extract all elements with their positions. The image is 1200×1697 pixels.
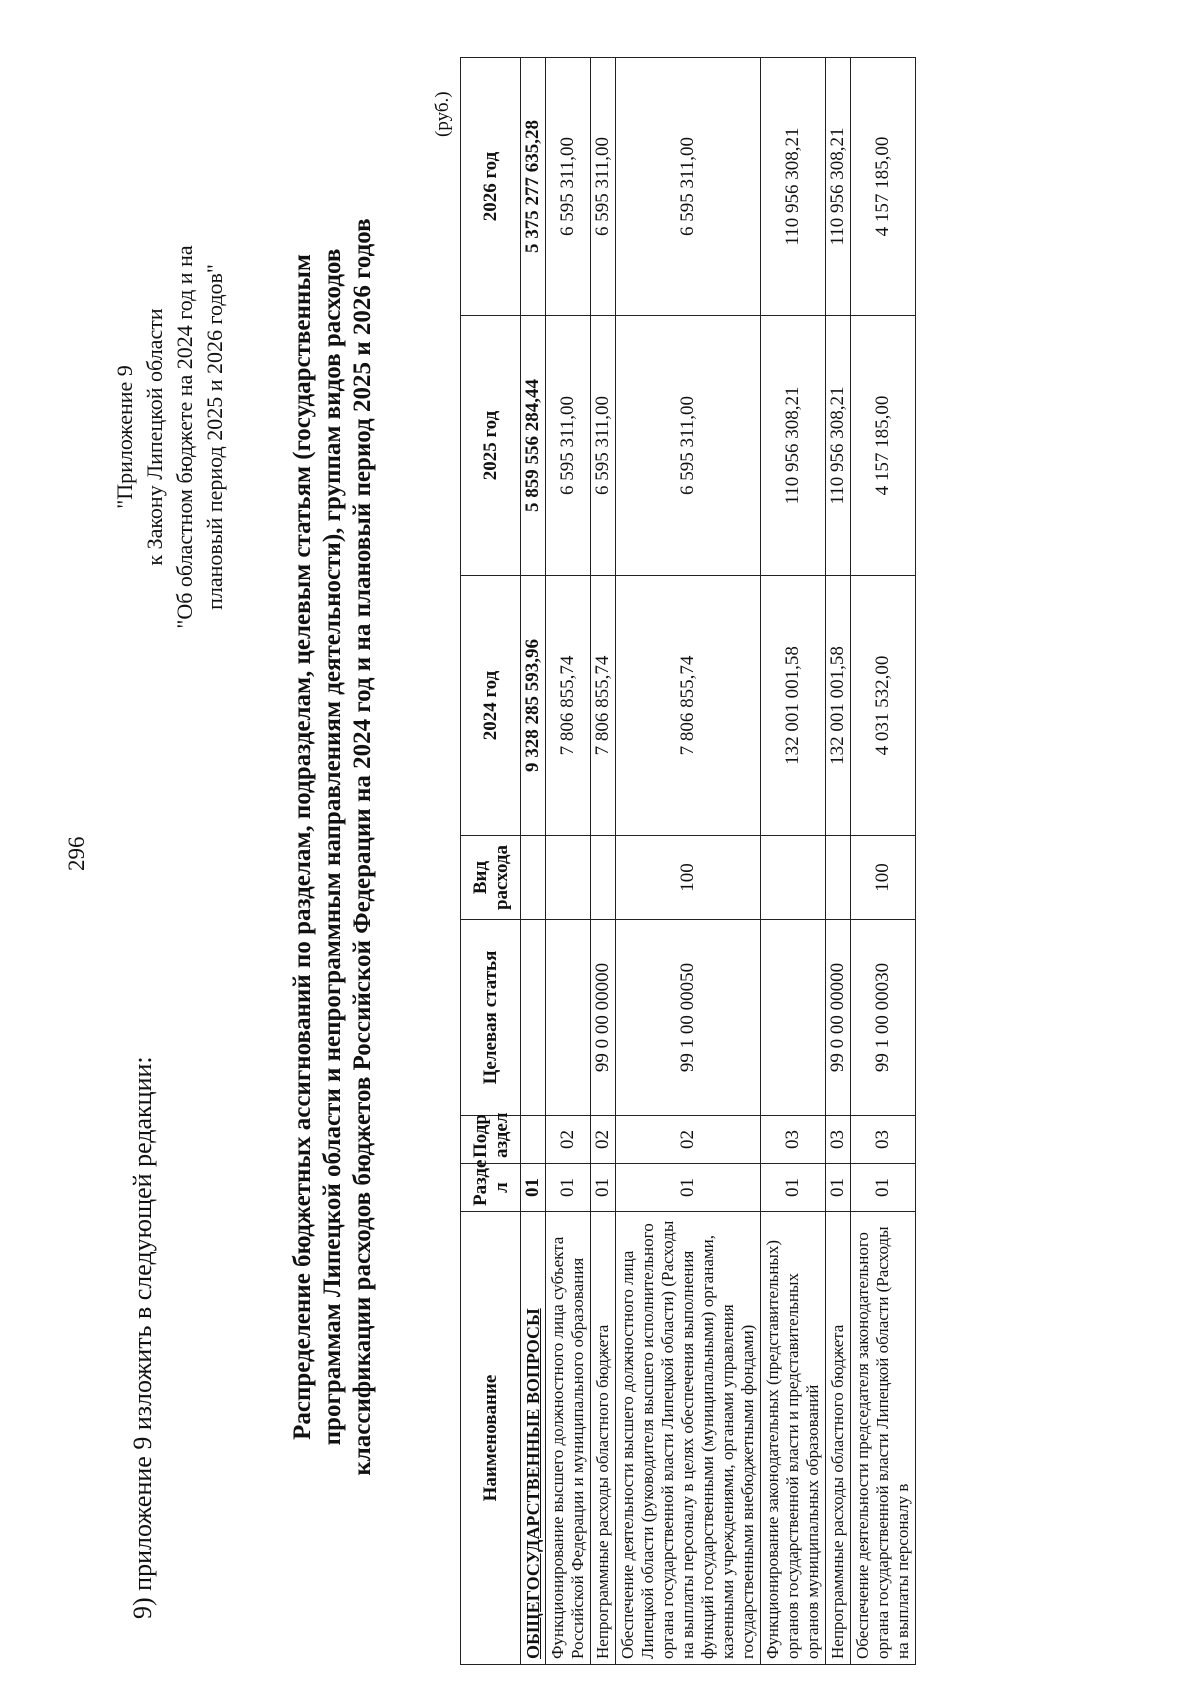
cell-name: Непрограммные расходы областного бюджета: [826, 1212, 851, 1665]
appendix-line: "Приложение 9: [112, 365, 137, 509]
cell-2026: 6 595 311,00: [546, 58, 591, 316]
cell-2024: 9 328 285 593,96: [521, 576, 546, 836]
cell-section: 01: [851, 1164, 916, 1212]
table-row: [616, 58, 761, 1665]
table-row: [546, 58, 591, 1665]
cell-expense-type: [826, 836, 851, 920]
cell-target: 99 0 00 00000: [826, 920, 851, 1116]
table-row: [761, 58, 826, 1665]
appendix-reference: [110, 177, 230, 697]
cell-2026: 110 956 308,21: [826, 58, 851, 316]
cell-2024: 7 806 855,74: [546, 576, 591, 836]
appendix-line: "Об областном бюджете на 2024 год и на: [172, 245, 197, 629]
header-2026: 2026 год: [461, 58, 521, 316]
cell-2024: 7 806 855,74: [616, 576, 761, 836]
cell-subsection: 03: [826, 1116, 851, 1164]
cell-section: 01: [546, 1164, 591, 1212]
cell-name: ОБЩЕГОСУДАРСТВЕННЫЕ ВОПРОСЫ: [521, 1212, 546, 1665]
table-header-row: [461, 58, 521, 1665]
cell-name: Непрограммные расходы областного бюджета: [591, 1212, 616, 1665]
cell-subsection: 03: [761, 1116, 826, 1164]
cell-section: 01: [761, 1164, 826, 1212]
cell-2024: 132 001 001,58: [826, 576, 851, 836]
cell-subsection: 03: [851, 1116, 916, 1164]
cell-subsection: 02: [591, 1116, 616, 1164]
currency-unit: (руб.): [432, 91, 453, 137]
intro-text: 9) приложение 9 изложить в следующей редакции:: [128, 1056, 157, 1619]
header-section: Разде л: [461, 1164, 521, 1212]
header-expense-type: Вид расхода: [461, 836, 521, 920]
cell-name: Обеспечение деятельности высшего должностного лица Липецкой области (руководителя высшего исполнительного органа государственной власти Липецкой области) (Расходы на выплаты персоналу в целях обеспечения выполнения функций государственными (муниципальными) органами, казенными учреждениями, органами управления государственными внебюджетными фондами): [616, 1212, 761, 1665]
budget-table: [460, 57, 916, 1665]
cell-section: 01: [826, 1164, 851, 1212]
header-2024: 2024 год: [461, 576, 521, 836]
cell-2024: 7 806 855,74: [591, 576, 616, 836]
cell-expense-type: [761, 836, 826, 920]
cell-2025: 110 956 308,21: [761, 316, 826, 576]
cell-2026: 6 595 311,00: [591, 58, 616, 316]
cell-2025: 6 595 311,00: [591, 316, 616, 576]
cell-section: 01: [616, 1164, 761, 1212]
header-subsection: Подр аздел: [461, 1116, 521, 1164]
cell-expense-type: 100: [616, 836, 761, 920]
title-line: программам Липецкой области и непрограммным направлениям деятельности), группам видов расходов: [319, 248, 346, 1446]
page-number: 296: [64, 836, 89, 871]
cell-target: 99 1 00 00030: [851, 920, 916, 1116]
cell-expense-type: 100: [851, 836, 916, 920]
appendix-line: к Закону Липецкой области: [142, 308, 167, 566]
cell-subsection: 02: [616, 1116, 761, 1164]
cell-2026: 110 956 308,21: [761, 58, 826, 316]
cell-2025: 6 595 311,00: [546, 316, 591, 576]
cell-2026: 4 157 185,00: [851, 58, 916, 316]
table-row: [521, 58, 546, 1665]
cell-name: Обеспечение деятельности председателя законодательного органа государственной власти Липецкой области (Расходы на выплаты персоналу в: [851, 1212, 916, 1665]
cell-section: 01: [591, 1164, 616, 1212]
cell-target: [761, 920, 826, 1116]
cell-2025: 110 956 308,21: [826, 316, 851, 576]
cell-target: [546, 920, 591, 1116]
cell-2024: 132 001 001,58: [761, 576, 826, 836]
cell-subsection: 02: [546, 1116, 591, 1164]
title-line: Распределение бюджетных ассигнований по разделам, подразделам, целевым статьям (государственным: [289, 254, 316, 1440]
appendix-line: плановый период 2025 и 2026 годов": [202, 264, 227, 610]
cell-expense-type: [521, 836, 546, 920]
header-target: Целевая статья: [461, 920, 521, 1116]
cell-2025: 5 859 556 284,44: [521, 316, 546, 576]
cell-expense-type: [591, 836, 616, 920]
cell-2026: 5 375 277 635,28: [521, 58, 546, 316]
header-name: Наименование: [461, 1212, 521, 1665]
cell-target: 99 1 00 00050: [616, 920, 761, 1116]
cell-2025: 4 157 185,00: [851, 316, 916, 576]
cell-name: Функционирование высшего должностного лица субъекта Российской Федерации и муниципального образования: [546, 1212, 591, 1665]
cell-subsection: [521, 1116, 546, 1164]
cell-2024: 4 031 532,00: [851, 576, 916, 836]
cell-name: Функционирование законодательных (представительных) органов государственной власти и представительных органов муниципальных образований: [761, 1212, 826, 1665]
cell-target: 99 0 00 00000: [591, 920, 616, 1116]
cell-section: 01: [521, 1164, 546, 1212]
table-row: [826, 58, 851, 1665]
document-title: [288, 147, 378, 1547]
cell-expense-type: [546, 836, 591, 920]
header-2025: 2025 год: [461, 316, 521, 576]
title-line: классификации расходов бюджетов Российской Федерации на 2024 год и на плановый период 2025 и 2026 годов: [349, 218, 376, 1476]
cell-target: [521, 920, 546, 1116]
cell-2026: 6 595 311,00: [616, 58, 761, 316]
table-row: [851, 58, 916, 1665]
table-row: [591, 58, 616, 1665]
cell-2025: 6 595 311,00: [616, 316, 761, 576]
